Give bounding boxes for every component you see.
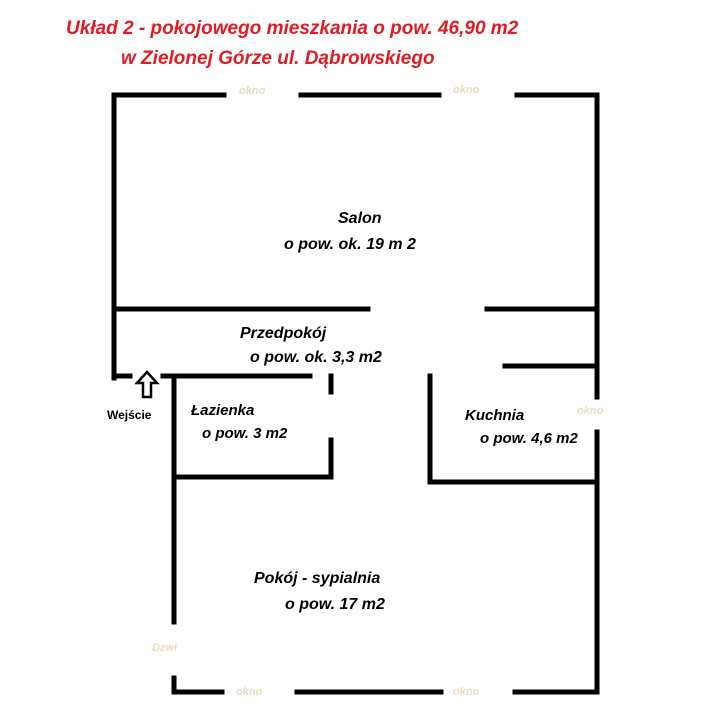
bedroom-area: o pow. 17 m2 [285,596,385,613]
salon-name: Salon [338,210,382,227]
salon-area: o pow. ok. 19 m 2 [284,236,416,253]
window-label: okno [239,85,266,97]
plan-subtitle: w Zielonej Górze ul. Dąbrowskiego [121,48,435,69]
kitchen-name: Kuchnia [465,407,525,424]
hallway-area: o pow. ok. 3,3 m2 [250,349,382,366]
window-label: okno [453,686,480,698]
entrance-label: Wejście [107,408,152,422]
window-label: okno [236,686,263,698]
window-label: okno [453,84,480,96]
door-label: Dzwi [152,642,178,654]
bedroom-name: Pokój - sypialnia [254,570,381,587]
kitchen-area: o pow. 4,6 m2 [480,430,578,447]
bathroom-area: o pow. 3 m2 [202,425,288,442]
entrance-arrow-icon [137,372,157,397]
window-label: okno [577,405,604,417]
bathroom-name: Łazienka [191,402,255,419]
plan-title: Układ 2 - pokojowego mieszkania o pow. 46,90 m2 [66,18,519,39]
hallway-name: Przedpokój [240,325,327,342]
